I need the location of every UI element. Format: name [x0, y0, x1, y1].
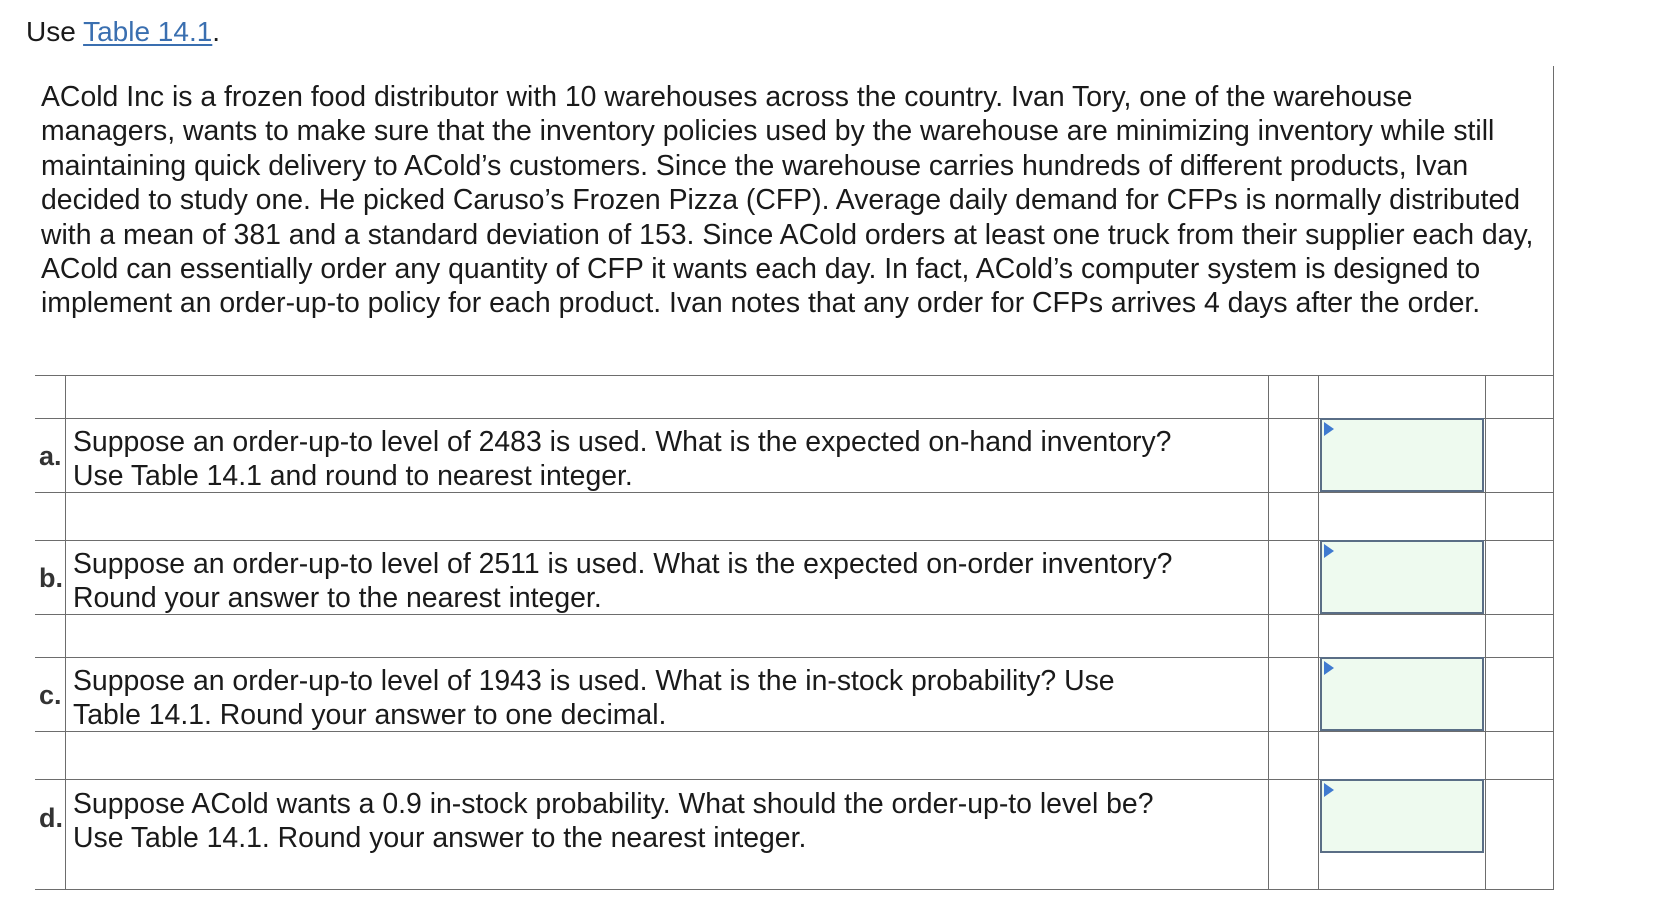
table-rule — [35, 375, 1554, 376]
answer-marker-icon — [1324, 544, 1334, 558]
answer-input-c[interactable] — [1320, 657, 1484, 731]
intro-prefix: Use — [26, 16, 84, 47]
question-line: Round your answer to the nearest integer. — [73, 582, 602, 615]
intro-suffix: . — [212, 16, 221, 47]
question-line: Suppose an order-up-to level of 1943 is used. What is the in-stock probability? Use — [73, 665, 1115, 697]
answer-marker-icon — [1324, 783, 1334, 797]
table-rule — [1485, 375, 1486, 890]
question-text — [73, 787, 1154, 856]
panel-border — [1553, 66, 1554, 376]
answer-input-a[interactable] — [1320, 418, 1484, 492]
table-rule — [1318, 375, 1319, 890]
answer-marker-icon — [1324, 661, 1334, 675]
question-line: Use Table 14.1. Round your answer to the nearest integer. — [73, 822, 807, 855]
question-line: Suppose ACold wants a 0.9 in-stock probability. What should the order-up-to level be? — [73, 788, 1154, 820]
table-14-1-link[interactable]: Table 14.1 — [83, 16, 213, 47]
question-text — [73, 425, 1171, 494]
question-label: b. — [39, 563, 63, 593]
question-label: a. — [39, 441, 62, 471]
answer-input-b[interactable] — [1320, 540, 1484, 614]
intro-line — [26, 14, 220, 50]
table-rule — [1553, 375, 1554, 890]
question-label: d. — [39, 803, 63, 833]
question-line: Suppose an order-up-to level of 2511 is used. What is the expected on-order inventory? — [73, 548, 1173, 580]
question-label: c. — [39, 680, 62, 710]
question-table — [35, 375, 1554, 890]
table-rule — [65, 375, 66, 890]
question-line: Table 14.1. Round your answer to one decimal. — [73, 699, 667, 732]
answer-marker-icon — [1324, 422, 1334, 436]
problem-statement: ACold Inc is a frozen food distributor with 10 warehouses across the country. Ivan Tory, one of the warehouse managers, wants to make sure that the inventory policies used by the warehouse are minimizing inventory while still maintaining quick delivery to ACold’s customers. Since the warehouse carries hundreds of different products, Ivan decided to study one. He picked Caruso’s Frozen Pizza (CFP). Average daily demand for CFPs is normally distributed with a mean of 381 and a standard deviation of 153. Since ACold orders at least one truck from their supplier each day, ACold can essentially order any quantity of CFP it wants each day. In fact, ACold’s computer system is designed to implement an order-up-to policy for each product. Ivan notes that any order for CFPs arrives 4 days after the order. — [41, 81, 1534, 320]
question-text — [73, 547, 1172, 616]
question-text — [73, 664, 1115, 733]
question-line: Suppose an order-up-to level of 2483 is used. What is the expected on-hand inventory? — [73, 426, 1172, 458]
table-rule — [1268, 375, 1269, 890]
answer-input-d[interactable] — [1320, 779, 1484, 853]
table-rule — [35, 889, 1554, 890]
question-line: Use Table 14.1 and round to nearest integer. — [73, 460, 633, 493]
